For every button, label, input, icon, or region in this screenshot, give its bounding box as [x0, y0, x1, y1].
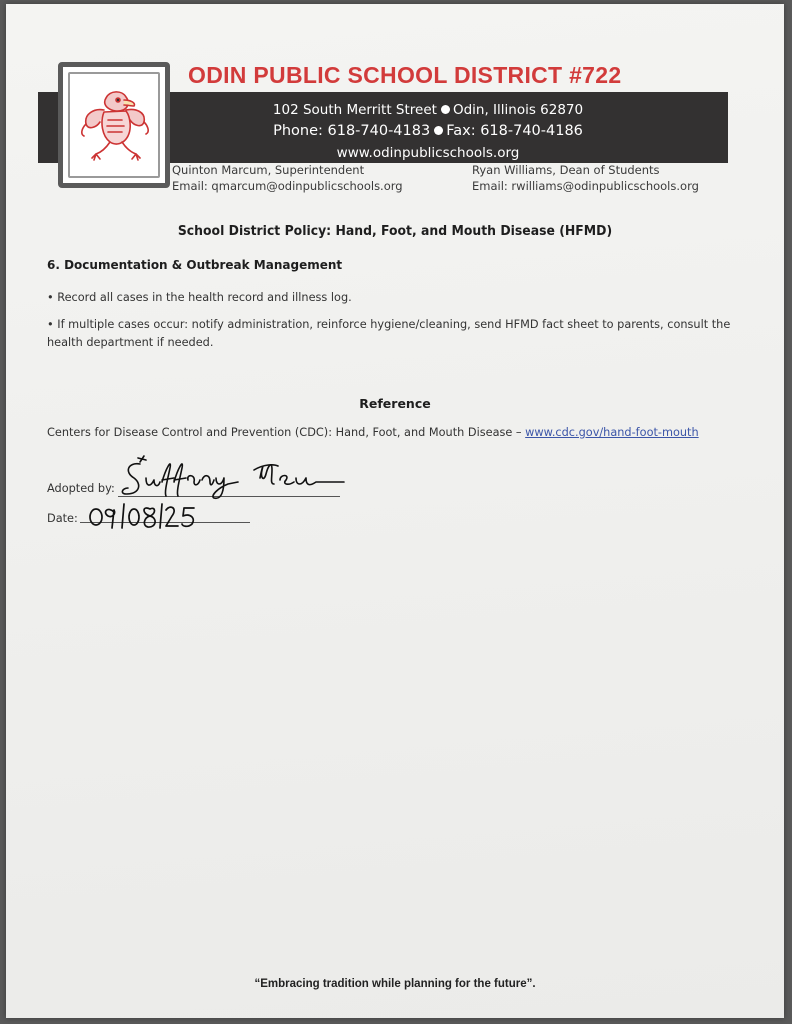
fax-number: Fax: 618-740-4186 — [446, 123, 583, 139]
document-page — [6, 4, 784, 1018]
reference-paragraph — [47, 424, 757, 442]
superintendent-name: Quinton Marcum, Superintendent — [172, 163, 365, 177]
logo-frame — [68, 72, 160, 178]
dean-email: Email: rwilliams@odinpublicschools.org — [472, 179, 699, 193]
handwritten-signature — [114, 448, 350, 500]
superintendent-email: Email: qmarcum@odinpublicschools.org — [172, 179, 403, 193]
section-heading: 6. Documentation & Outbreak Management — [47, 258, 343, 272]
handwritten-date — [86, 500, 206, 530]
dean-name: Ryan Williams, Dean of Students — [472, 163, 660, 177]
cdc-link[interactable]: www.cdc.gov/hand-foot-mouth — [525, 426, 699, 439]
footer-tagline: “Embracing tradition while planning for the future”. — [254, 978, 536, 990]
bullet-dot-icon — [434, 126, 443, 135]
district-name: ODIN PUBLIC SCHOOL DISTRICT #722 — [188, 62, 622, 88]
address-street: 102 South Merritt Street — [272, 102, 437, 118]
address-city: Odin, Illinois 62870 — [452, 102, 584, 118]
reference-heading: Reference — [359, 396, 431, 411]
adopted-by-label: Adopted by: — [47, 482, 115, 495]
date-label: Date: — [47, 512, 78, 525]
district-logo — [58, 62, 170, 188]
bullet-record-cases: • Record all cases in the health record and illness log. — [47, 291, 352, 304]
dean-contact — [472, 162, 699, 194]
website-line: www.odinpublicschools.org — [336, 145, 520, 161]
bullet-dot-icon — [441, 105, 450, 114]
superintendent-contact — [172, 162, 403, 194]
policy-title: School District Policy: Hand, Foot, and Mouth Disease (HFMD) — [177, 223, 613, 239]
eagle-mascot-icon — [76, 84, 152, 166]
reference-text: Centers for Disease Control and Prevention (CDC): Hand, Foot, and Mouth Disease – — [47, 426, 526, 439]
bullet-multiple-cases: • If multiple cases occur: notify administration, reinforce hygiene/cleaning, send HFMD fact sheet to parents, consult the health department if needed. — [47, 318, 731, 349]
phone-number: Phone: 618-740-4183 — [273, 123, 431, 139]
